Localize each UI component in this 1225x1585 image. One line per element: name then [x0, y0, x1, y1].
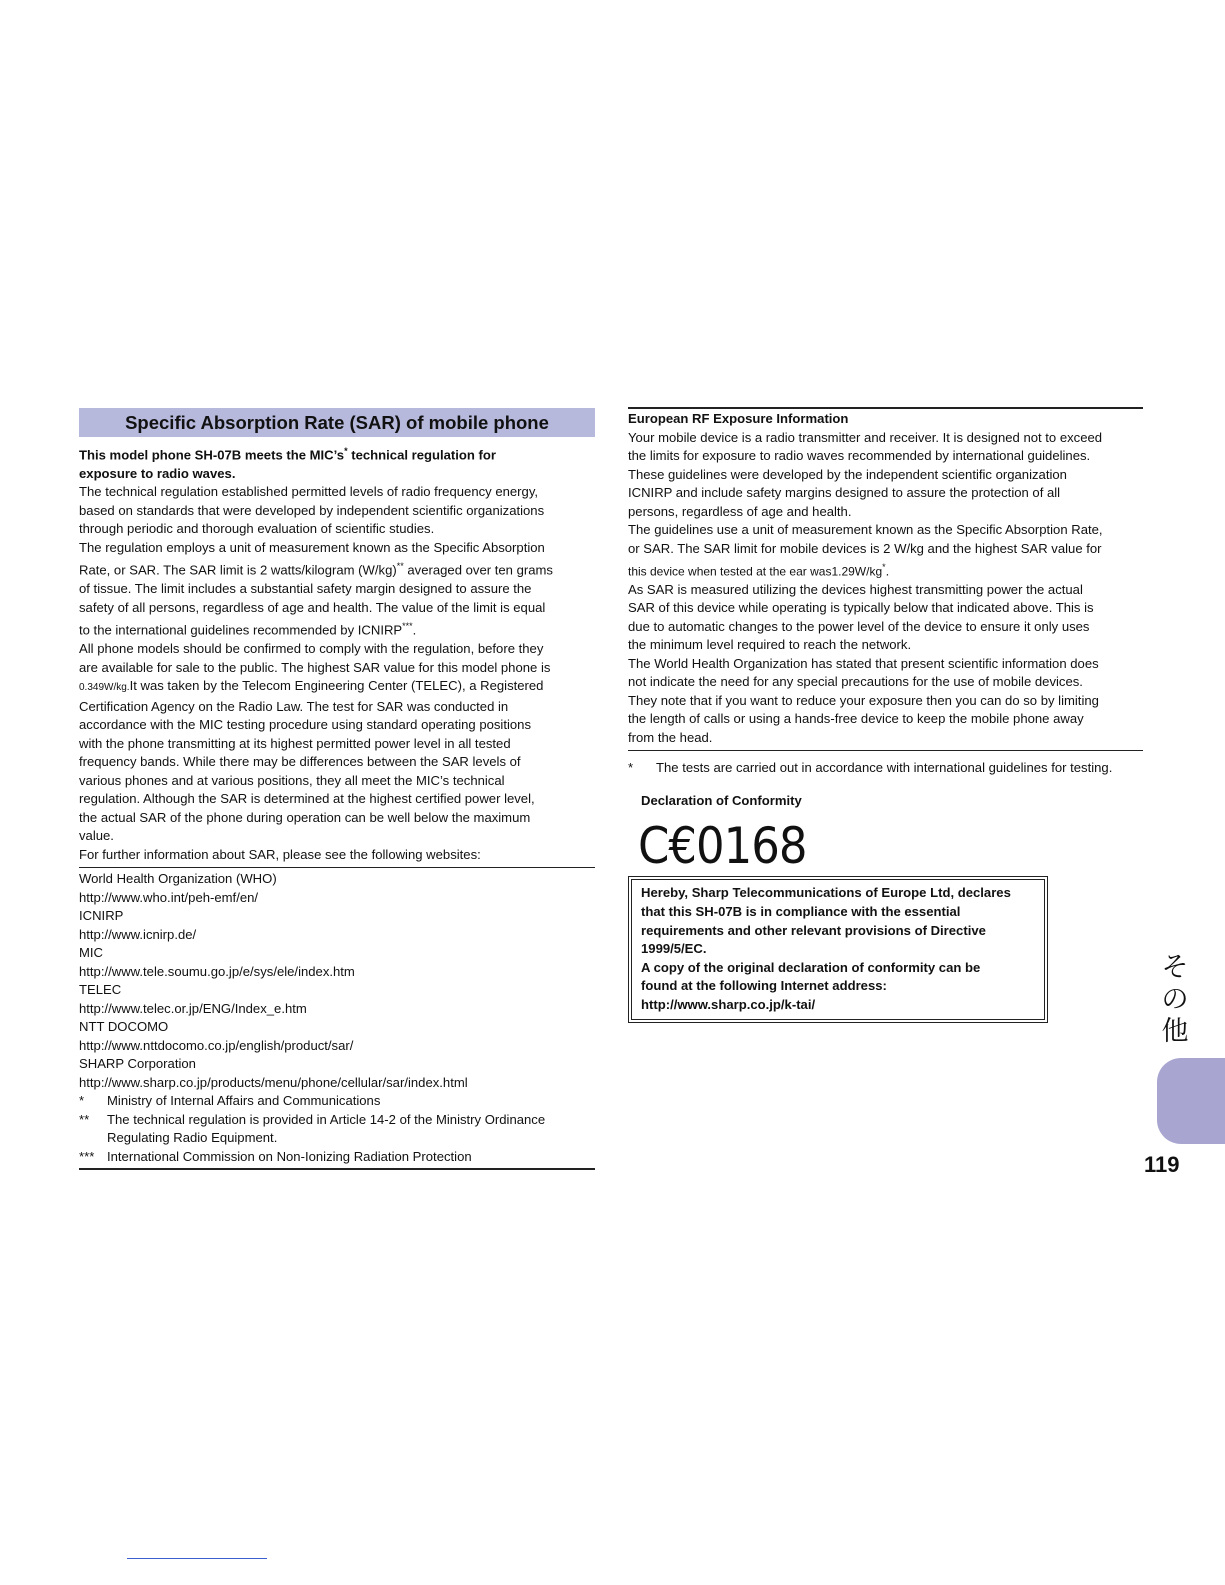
footnote: * Ministry of Internal Affairs and Communications: [79, 1093, 381, 1109]
divider: [628, 407, 1143, 409]
eu-section: [628, 407, 1143, 1023]
list-item: http://www.who.int/peh-emf/en/: [79, 889, 259, 905]
list-item: http://www.nttdocomo.co.jp/english/product/sar/: [79, 1037, 354, 1053]
list-item: http://www.telec.or.jp/ENG/Index_e.htm: [79, 1000, 307, 1016]
website-list: [79, 870, 595, 1092]
declaration-heading: Declaration of Conformity: [641, 792, 802, 808]
footnote: *** International Commission on Non-Ionizing Radiation Protection: [79, 1148, 472, 1164]
ce-mark-logo: C€0168: [638, 817, 807, 876]
list-item: NTT DOCOMO: [79, 1019, 169, 1035]
declaration-url: http://www.sharp.co.jp/k-tai/: [641, 996, 816, 1012]
section-tab: [1157, 1058, 1225, 1144]
divider: [79, 1168, 595, 1170]
list-item: SHARP Corporation: [79, 1056, 196, 1072]
section-label-vertical: そ の 他: [1161, 952, 1189, 1047]
sar-section: [79, 408, 595, 1170]
sar-title: Specific Absorption Rate (SAR) of mobile phone: [79, 408, 595, 437]
footnote: ** The technical regulation is provided in Article 14-2 of the Ministry Ordinance Regulating Radio Equipment.: [79, 1111, 546, 1146]
list-item: MIC: [79, 945, 104, 961]
divider: [628, 750, 1143, 751]
list-item: World Health Organization (WHO): [79, 871, 277, 887]
sar-footnotes: [79, 1092, 595, 1166]
sar-intro: This model phone SH-07B meets the MIC’s* technical regulation for exposure to radio waves.: [79, 446, 497, 481]
page-number: 119: [1144, 1152, 1180, 1177]
sar-body: The technical regulation established permitted levels of radio frequency energy, based on standards that were developed by independent scientific organizations through periodic and thorough evaluation of scientific studies. The regulation employs a unit of measurement known as the Specific Absorption Rate, or SAR. The SAR limit is 2 watts/kilogram (W/kg)** averaged over ten grams of tissue. The limit includes a substantial safety margin designed to assure the safety of all persons, regardless of age and health. The value of the limit is equal to the international guidelines recommended by ICNIRP***. All phone models should be confirmed to comply with the regulation, before they are available for sale to the public. The highest SAR value for this model phone is 0.349W/kg.It was taken by the Telecom Engineering Center (TELEC), a Registered Certification Agency on the Radio Law. The test for SAR was conducted in accordance with the MIC testing procedure using standard operating positions with the phone transmitting at its highest permitted power level in all tested frequency bands. While there may be differences between the SAR levels of various phones and at various positions, they all meet the MIC’s technical regulation. Although the SAR is determined at the highest certified power level, the actual SAR of the phone during operation can be well below the maximum value. For further information about SAR, please see the following websites:: [79, 484, 553, 862]
list-item: http://www.tele.soumu.go.jp/e/sys/ele/index.htm: [79, 963, 355, 979]
eu-body: Your mobile device is a radio transmitter and receiver. It is designed not to exceed the limits for exposure to radio waves recommended by international guidelines. These guidelines were developed by the independent scientific organization ICNIRP and include safety margins designed to assure the protection of all persons, regardless of age and health. The guidelines use a unit of measurement known as the Specific Absorption Rate, or SAR. The SAR limit for mobile devices is 2 W/kg and the highest SAR value for this device when tested at the ear was1.29W/kg*. As SAR is measured utilizing the devices highest transmitting power the actual SAR of this device while operating is typically below that indicated above. This is due to automatic changes to the power level of the device to ensure it only uses the minimum level required to reach the network. The World Health Organization has stated that present scientific information does not indicate the need for any special precautions for the use of mobile devices. They note that if you want to reduce your exposure then you can do so by limiting the length of calls or using a hands-free device to keep the mobile phone away from the head.: [628, 429, 1103, 745]
sar-value: 0.349W/kg.: [79, 682, 130, 694]
eu-heading: European RF Exposure Information: [628, 411, 849, 426]
list-item: http://www.icnirp.de/: [79, 926, 197, 942]
bottom-divider: [127, 1558, 267, 1559]
list-item: http://www.sharp.co.jp/products/menu/phone/cellular/sar/index.html: [79, 1074, 468, 1090]
declaration-box: Hereby, Sharp Telecommunications of Europe Ltd, declares that this SH-07B is in compliance with the essential requirements and other relevant provisions of Directive 1999/5/EC. A copy of the original declaration of conformity can be found at the following Internet address: http://www.sharp.co.jp/k-tai/: [628, 876, 1048, 1022]
list-item: ICNIRP: [79, 908, 124, 924]
divider: [79, 867, 595, 868]
list-item: TELEC: [79, 982, 122, 998]
eu-footnote: * The tests are carried out in accordance with international guidelines for testing.: [628, 760, 1113, 776]
